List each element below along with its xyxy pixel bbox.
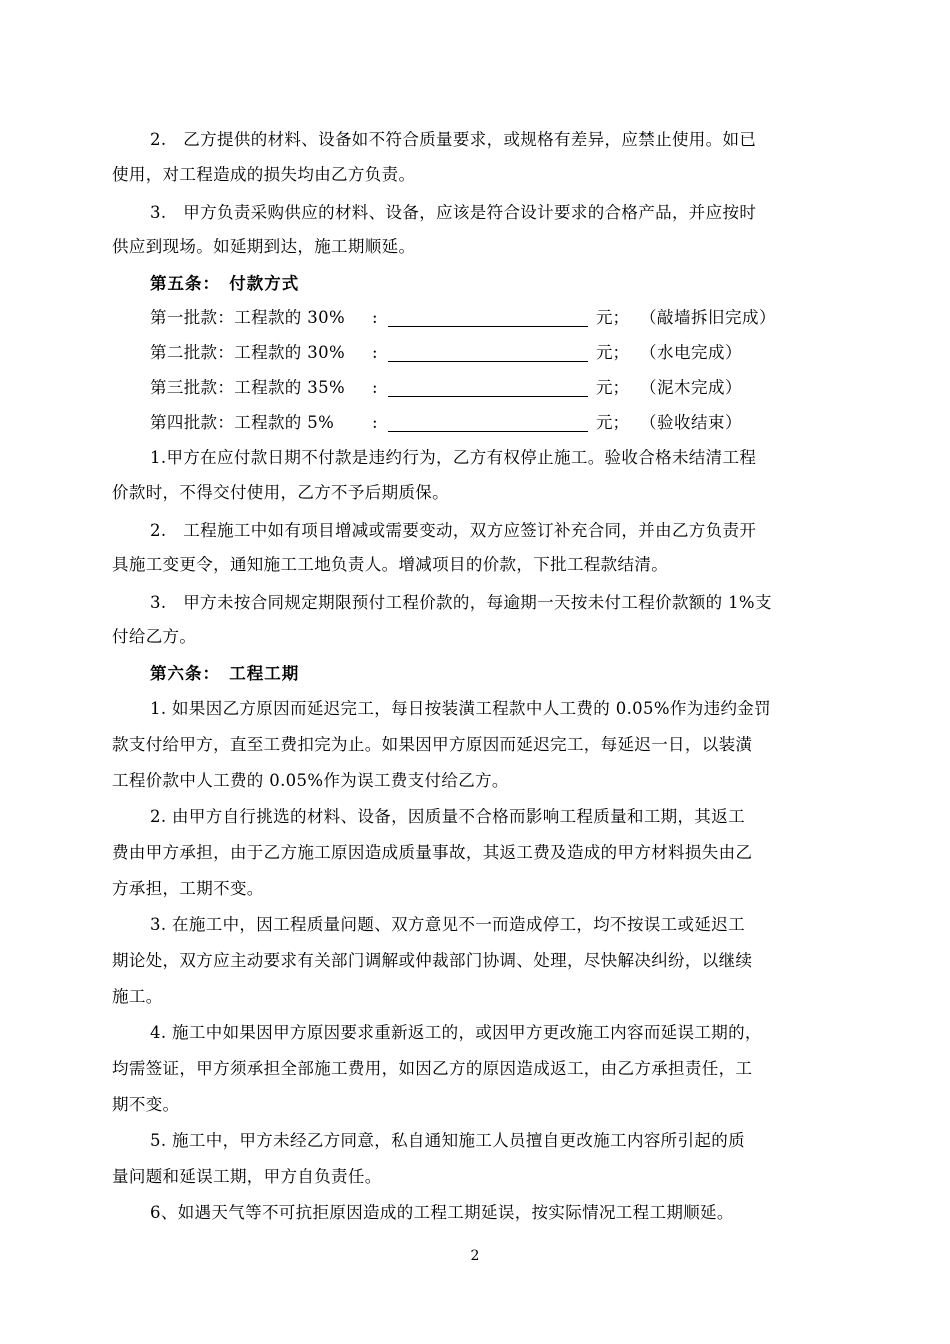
article-6-heading: 第六条： 工程工期 <box>150 664 300 683</box>
payment-unit: 元； <box>596 308 629 327</box>
clause-4-3-line-1: 3. 甲方负责采购供应的材料、设备，应该是符合设计要求的合格产品，并应按时 <box>150 203 757 222</box>
clause-5-1-line-1: 1.甲方在应付款日期不付款是违约行为，乙方有权停止施工。验收合格未结清工程 <box>150 448 757 467</box>
payment-colon: : <box>372 343 378 362</box>
page-number: 2 <box>470 1248 480 1264</box>
clause-5-1-line-2: 价款时，不得交付使用，乙方不予后期质保。 <box>112 483 449 502</box>
clause-6-2-line-2: 费由甲方承担，由于乙方施工原因造成质量事故，其返工费及造成的甲方材料损失由乙 <box>112 843 753 862</box>
clause-6-3-line-3: 施工。 <box>112 987 163 1006</box>
clause-6-1-line-2: 款支付给甲方，直至工费扣完为止。如果因甲方原因而延迟完工，每延迟一日，以装潢 <box>112 735 753 754</box>
clause-4-2-line-2: 使用，对工程造成的损失均由乙方负责。 <box>112 165 416 184</box>
clause-5-3-line-2: 付给乙方。 <box>112 627 197 646</box>
clause-4-3-line-2: 供应到现场。如延期到达，施工期顺延。 <box>112 237 416 256</box>
clause-6-2-line-1: 2. 由甲方自行挑选的材料、设备，因质量不合格而影响工程质量和工期，其返工 <box>150 807 745 826</box>
payment-unit: 元； <box>596 343 629 362</box>
clause-6-4-line-2: 均需签证，甲方须承担全部施工费用，如因乙方的原因造成返工，由乙方承担责任，工 <box>112 1059 753 1078</box>
payment-label: 第二批款：工程款的 30% <box>150 343 345 362</box>
payment-colon: : <box>372 378 378 397</box>
clause-5-2-line-1: 2. 工程施工中如有项目增减或需要变动，双方应签订补充合同，并由乙方负责开 <box>150 521 757 540</box>
clause-6-1-line-3: 工程价款中人工费的 0.05%作为误工费支付给乙方。 <box>112 771 509 790</box>
payment-note: （泥木完成） <box>640 378 742 397</box>
clause-6-4-line-1: 4. 施工中如果因甲方原因要求重新返工的，或因甲方更改施工内容而延误工期的， <box>150 1023 762 1042</box>
payment-note: （水电完成） <box>640 343 742 362</box>
payment-colon: : <box>372 308 378 327</box>
clause-5-2-line-2: 具施工变更令，通知施工工地负责人。增减项目的价款，下批工程款结清。 <box>112 555 669 574</box>
clause-6-1-line-1: 1. 如果因乙方原因而延迟完工，每日按装潢工程款中人工费的 0.05%作为违约金罚 <box>150 699 771 718</box>
payment-label: 第四批款：工程款的 5% <box>150 413 335 432</box>
clause-6-3-line-1: 3. 在施工中，因工程质量问题、双方意见不一而造成停工，均不按误工或延迟工 <box>150 915 745 934</box>
clause-6-3-line-2: 期论处，双方应主动要求有关部门调解或仲裁部门协调、处理，尽快解决纠纷，以继续 <box>112 951 753 970</box>
payment-amount-blank <box>388 413 588 432</box>
clause-6-2-line-3: 方承担，工期不变。 <box>112 879 264 898</box>
payment-unit: 元； <box>596 378 629 397</box>
payment-note: （验收结束） <box>640 413 742 432</box>
payment-label: 第三批款：工程款的 35% <box>150 378 345 397</box>
clause-6-5-line-2: 量问题和延误工期，甲方自负责任。 <box>112 1167 382 1186</box>
clause-5-3-line-1: 3. 甲方未按合同规定期限预付工程价款的，每逾期一天按未付工程价款额的 1%支 <box>150 593 772 612</box>
clause-6-6-line-1: 6、如遇天气等不可抗拒原因造成的工程工期延误，按实际情况工程工期顺延。 <box>150 1203 734 1222</box>
payment-amount-blank <box>388 378 588 397</box>
clause-4-2-line-1: 2. 乙方提供的材料、设备如不符合质量要求，或规格有差异，应禁止使用。如已 <box>150 130 757 149</box>
payment-label: 第一批款：工程款的 30% <box>150 308 345 327</box>
clause-6-4-line-3: 期不变。 <box>112 1095 180 1114</box>
payment-note: （敲墙拆旧完成） <box>640 308 776 327</box>
payment-amount-blank <box>388 308 588 327</box>
payment-colon: : <box>372 413 378 432</box>
payment-amount-blank <box>388 343 588 362</box>
payment-unit: 元； <box>596 413 629 432</box>
clause-6-5-line-1: 5. 施工中，甲方未经乙方同意，私自通知施工人员擅自更改施工内容所引起的质 <box>150 1131 745 1150</box>
article-5-heading: 第五条： 付款方式 <box>150 274 300 293</box>
